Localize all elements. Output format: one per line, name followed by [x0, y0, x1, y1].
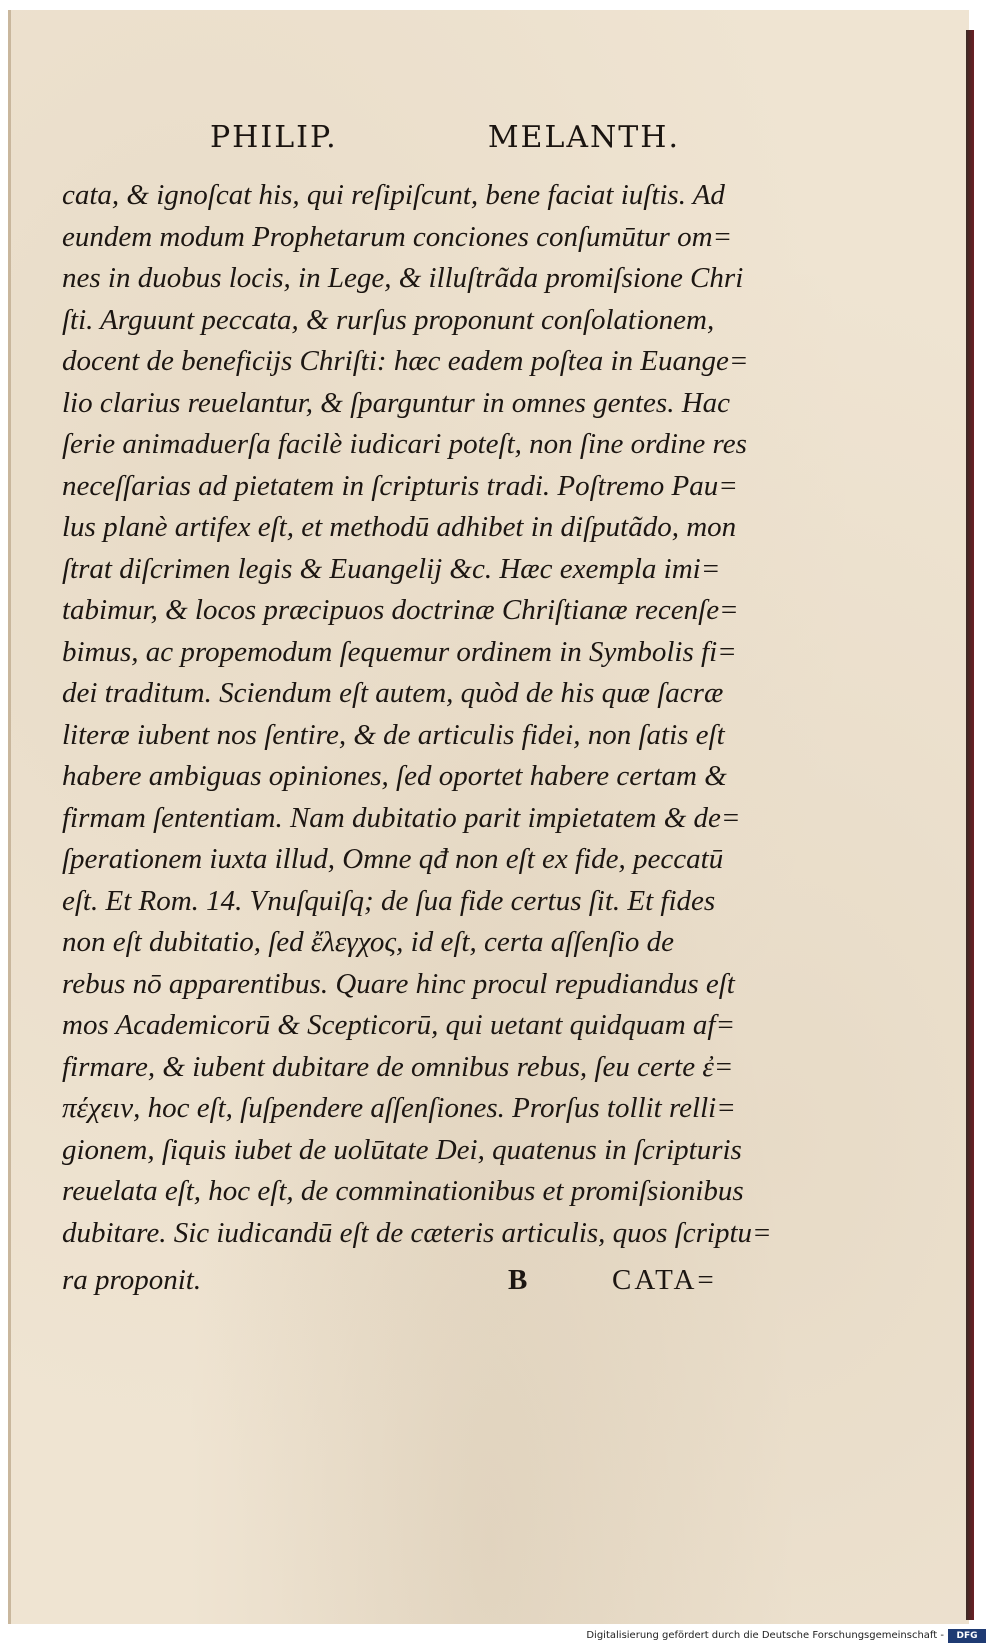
text-line: cata, & ignoſcat his, qui reſipiſcunt, bene faciat iuſtis. Ad	[62, 179, 725, 211]
text-line: lio clarius reuelantur, & ſparguntur in omnes gentes. Hac	[62, 386, 731, 419]
text-line: firmare, & iubent dubitare de omnibus rebus, ſeu certe ἐ=	[62, 1050, 734, 1083]
text-line: non eſt dubitatio, ſed ἔλεγχος, id eſt, certa aſſenſio de	[62, 926, 675, 958]
text-line: ſtrat diſcrimen legis & Euangelij &c. Hæc exempla imi=	[62, 552, 721, 585]
text-line: neceſſarias ad pietatem in ſcripturis tradi. Poſtremo Pau=	[62, 469, 738, 502]
body-text	[62, 175, 802, 1254]
text-line: tabimur, & locos præcipuos doctrinæ Chriſtianæ recenſe=	[62, 594, 739, 626]
text-line: reuelata eſt, hoc eſt, de comminationibus et promiſsionibus	[62, 1175, 744, 1207]
text-line: habere ambiguas opiniones, ſed oportet habere certam &	[62, 760, 727, 792]
dfg-logo-icon: DFG	[948, 1629, 986, 1643]
text-line: dubitare. Sic iudicandū eſt de cæteris articulis, quos ſcriptu=	[62, 1216, 772, 1249]
text-line: ſperationem iuxta illud, Omne qđ non eſt ex fide, peccatū	[62, 843, 724, 875]
text-line: ſti. Arguunt peccata, & rurſus proponunt conſolationem,	[62, 303, 715, 336]
text-line: eundem modum Prophetarum conciones conſumūtur om=	[62, 220, 733, 253]
text-line: ſerie animaduerſa facilè iudicari poteſt, non ſine ordine res	[62, 428, 747, 460]
page-edge	[966, 30, 974, 1620]
text-line: firmam ſententiam. Nam dubitatio parit impietatem & de=	[62, 801, 741, 834]
text-line: mos Academicorū & Scepticorū, qui uetant quidquam af=	[62, 1009, 736, 1041]
running-head	[210, 120, 680, 155]
catchword: CATA=	[612, 1264, 717, 1296]
text-line: dei traditum. Sciendum eſt autem, quòd de his quæ ſacræ	[62, 677, 724, 709]
last-line: ra proponit.	[62, 1264, 202, 1296]
text-line: πέχειν, hoc eſt, ſuſpendere aſſenſiones. Prorſus tollit relli=	[62, 1092, 736, 1124]
text-line: literæ iubent nos ſentire, & de articulis fidei, non ſatis eſt	[62, 718, 725, 751]
running-head-left: PHILIP.	[210, 120, 338, 155]
text-line: rebus nō apparentibus. Quare hinc procul repudiandus eſt	[62, 967, 735, 1000]
text-line: nes in duobus locis, in Lege, & illuſtrãda promiſsione Chri	[62, 262, 744, 294]
catchline	[62, 1264, 802, 1308]
running-head-right: MELANTH.	[487, 120, 680, 155]
text-line: eſt. Et Rom. 14. Vnuſquiſq; de ſua fide certus ſit. Et fides	[62, 884, 716, 917]
signature-mark: B	[508, 1264, 528, 1296]
text-line: docent de beneficijs Chriſti: hæc eadem poſtea in Euange=	[62, 345, 749, 377]
text-line: lus planè artifex eſt, et methodū adhibet in diſputãdo, mon	[62, 511, 737, 543]
text-line: gionem, ſiquis iubet de uolūtate Dei, quatenus in ſcripturis	[62, 1133, 742, 1166]
text-line: bimus, ac propemodum ſequemur ordinem in Symbolis fi=	[62, 635, 737, 668]
footer-credit: Digitalisierung gefördert durch die Deutsche Forschungsgemeinschaft -	[586, 1630, 944, 1641]
